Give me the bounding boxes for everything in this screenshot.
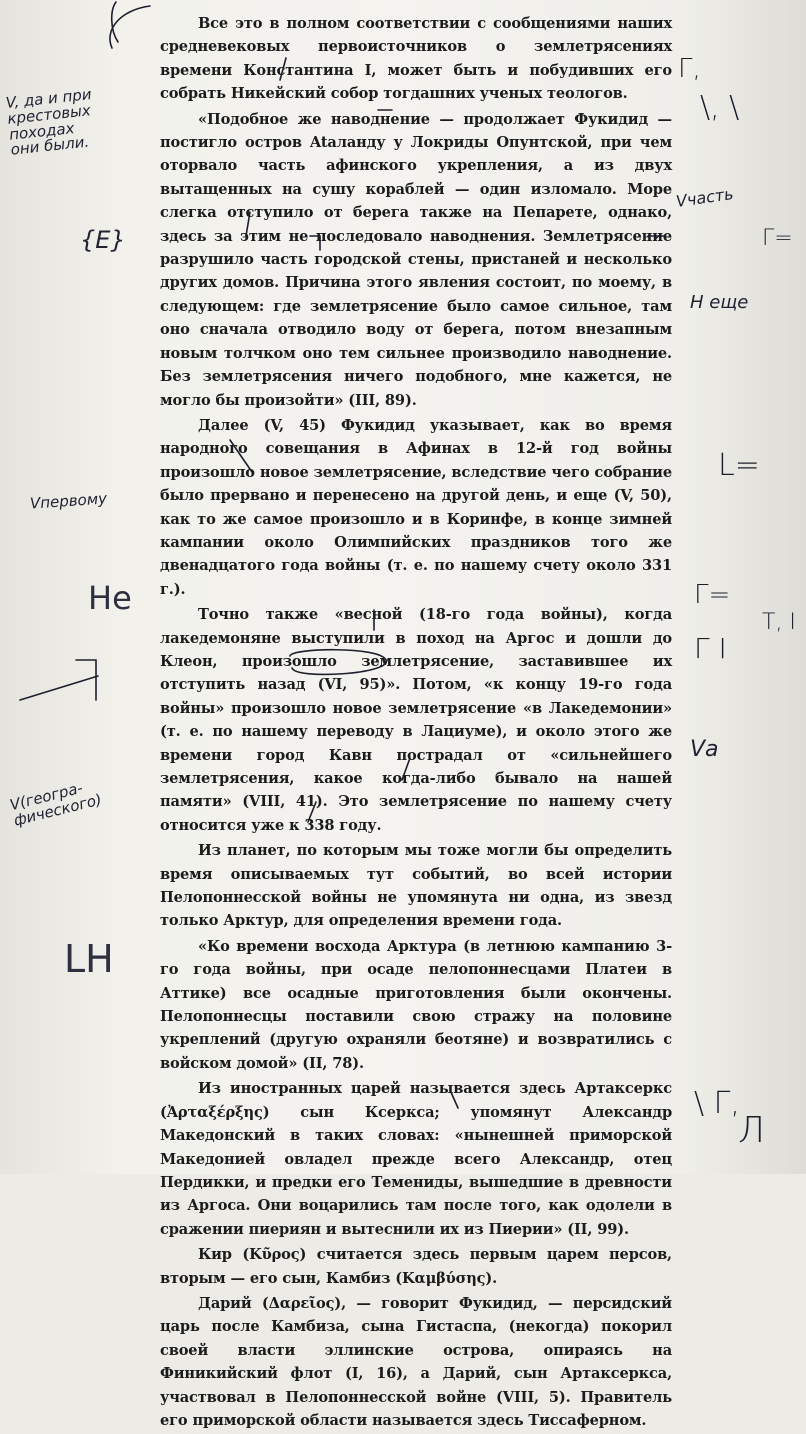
margin-note-geographic: V(геогра- фического) [7, 778, 104, 830]
paragraph: Все это в полном соответствии с сообщениями наших средневековых первоисточников о землетрясениях времени Константина I, может быть и побудивших его собрать Никейский собор тогдашних ученых теологов. [160, 15, 672, 103]
margin-note-lh: LH [64, 937, 114, 981]
margin-note-still: Н еще [690, 292, 749, 313]
paragraph: Точно также «весной (18-го года войны), когда лакедемоняне выступили в поход на Аргос и дошли до Клеон, произошло землетрясение, заставившее их отступить назад (VI, 95)». Потом, «к концу 19-го года войны» произошло новое землетрясение «в Лакедемонии» (т. е. по нашему переводу в Лациуме), и около этого же времени город Кавн пострадал от «сильнейшего землетрясения, какое когда-либо бывало на нашей памяти» (VIII, 41). Это землетрясение по нашему счету относится уже к 338 году. [160, 606, 672, 834]
paragraph: «Подобное же наводнение — продолжает Фукидид — постигло остров Ataланду у Локриды Опунтской, при чем оторвало часть афинского укрепления, а из двух вытащенных на сушу кораблей — один изломало. Море слегка отступило от берега также на Пепарете, однако, здесь за этим не последовало наводнения. Землетрясение разрушило часть городской стены, пристаней и несколько других домов. Причина этого явления состоит, по моему, в следующем: где землетрясение было самое сильное, там оно сначала отводило воду от берега, потом внезапным новым толчком оно тем сильнее производило наводнение. Без землетрясения ничего подобного, мне кажется, не могло бы произойти» (III, 89). [160, 110, 672, 409]
paragraph: Из иностранных царей называется здесь Артаксеркс (Ἀρταξέρξης) сын Ксеркса; упомянут Александр Македонский в таких словах: «нынешней приморской Македонией овладел прежде всего Александр, отец Пердикки, и предки его Темениды, вышедшие в древности из Аргоса. Они воцарились там после того, как одолели в сражении пиериян и вытеснили их из Пиерии» (II, 99). [160, 1080, 672, 1238]
left-bracket-stroke [76, 660, 96, 700]
margin-note-bracket: {Е} [80, 226, 126, 254]
edit-mark: Г= [762, 226, 793, 251]
edit-mark: Г I [694, 632, 727, 665]
paragraph: Дарий (Δαρεῖος), — говорит Фукидид, — персидский царь после Камбиза, сына Гистаспа, (некогда) покорил своей власти эллинские острова, опираясь на Финикийский флот (I, 16), а Дарий, сын Артаксеркса, участвовал в Пелопоннесской войне (VIII, 5). Правитель его приморской области называется здесь Тиссаферном. [160, 1294, 672, 1429]
margin-note-crusades: V, да и при крестовых походах они были. [4, 85, 93, 159]
margin-note-first: Vпервому [29, 489, 108, 513]
paragraph: «Ко времени восхода Арктура (в летнюю кампанию 3-го года войны, при осаде пелопоннесцами Платеи в Аттике) все осадные приготовления были окончены. Пелопоннесцы поставили свою стражу на половине укреплений (другую охраняли беотяне) и возвратились с войском домой» (II, 78). [160, 937, 672, 1072]
edit-mark: Г, [678, 54, 701, 84]
corner-bracket-stroke [110, 6, 150, 48]
edit-mark: Т, I [762, 610, 796, 635]
edit-mark: L= [718, 448, 760, 483]
paragraph: Из планет, по которым мы тоже могли бы определить время описываемых тут событий, во всей истории Пелопоннесской войны не упомянута ни одна, из звезд только Арктур, для определения времени года. [160, 842, 672, 930]
edit-mark: \ Г, [694, 1086, 740, 1121]
edit-mark: Г= [694, 580, 731, 610]
edit-mark: Л [738, 1110, 766, 1151]
margin-note-a: Vа [690, 737, 719, 762]
paragraph: Далее (V, 45) Фукидид указывает, как во время народного совещания в Афинах в 12-й год войны произошло новое землетрясение, вследствие чего собрание было прервано и перенесено на другой день, и еще (V, 50), как то же самое произошло и в Коринфе, в конце зимней кампании около Олимпийских праздников того же двенадцатого года войны (т. е. по нашему счету около 331 г.). [160, 416, 672, 598]
paragraph: Кир (Κῦρος) считается здесь первым царем персов, вторым — его сын, Камбиз (Καμβύσης). [160, 1246, 672, 1287]
edit-mark: \, \ [700, 90, 740, 125]
margin-note-part: Vчасть [674, 184, 735, 211]
margin-note-ne: Не [88, 579, 132, 617]
left-bracket-stroke [20, 676, 98, 700]
main-text [160, 12, 672, 1434]
corner-bracket-stroke [112, 2, 118, 42]
